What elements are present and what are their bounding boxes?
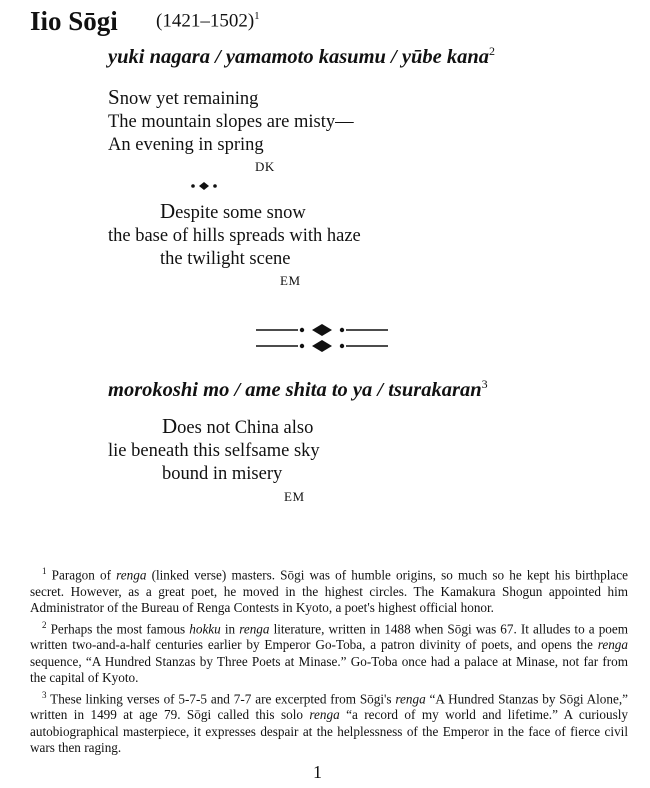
verse-line-3: An evening in spring <box>108 135 264 155</box>
poem-1-translation-1 <box>108 86 354 157</box>
footnote-segment: (linked verse) masters. Sōgi was of humble origins, so much so he kept his birthplace secret. However, as a great poet, he moved in the highest circles. The Kamakura Shogun appointed him Administrator of the Bureau of Renga Contests in Kyoto, a poet's highest official honor. <box>30 567 628 616</box>
italic-term: renga <box>309 707 340 723</box>
poem-2-romaji <box>108 377 488 402</box>
italic-term: renga <box>116 567 147 583</box>
footnote-text <box>30 691 628 755</box>
dates-text: (1421–1502) <box>156 10 255 32</box>
verse-line-1 <box>108 200 361 225</box>
verse-text: oes not China also <box>177 418 314 438</box>
poem-1-translation-2 <box>108 200 361 271</box>
initial-capital: D <box>162 414 178 438</box>
initial-capital: S <box>108 85 120 109</box>
verse-text: now yet remaining <box>119 89 259 109</box>
verse-line-2: lie beneath this selfsame sky <box>108 441 320 461</box>
footnote-number: 3 <box>42 689 47 700</box>
footnote-ref-3: 3 <box>481 377 488 391</box>
footnote-number: 2 <box>42 619 47 630</box>
poem-1-romaji <box>108 44 495 69</box>
footnote-1 <box>30 563 628 617</box>
footnote-ref-1: 1 <box>254 10 260 22</box>
footnote-segment: “A Hundred Stanzas by Sōgi Alone,” written in 1499 at age 79. Sōgi called this solo <box>30 691 628 723</box>
italic-term: renga <box>597 637 628 653</box>
footnote-segment: in <box>220 621 240 636</box>
footnote-segment: Perhaps the most famous <box>50 621 190 636</box>
small-diamond-ornament <box>190 181 218 191</box>
romaji-text: yuki nagara / yamamoto kasumu / yūbe kana <box>108 45 490 68</box>
poet-name: Iio Sōgi <box>30 6 118 36</box>
verse-line-1 <box>108 86 354 111</box>
italic-term: renga <box>395 691 426 707</box>
section-divider-ornament <box>256 321 388 355</box>
verse-line-3: the twilight scene <box>160 249 291 269</box>
italic-term: renga <box>239 621 270 636</box>
romaji-text: morokoshi mo / ame shita to ya / tsurakaran <box>108 378 482 401</box>
poet-dates <box>156 10 260 32</box>
verse-text: espite some snow <box>175 203 306 223</box>
footnote-ref-2: 2 <box>489 44 496 58</box>
page-number: 1 <box>313 762 322 782</box>
footnote-segment: literature, written in 1488 when Sōgi was 67. It alludes to a poem written two-and-a-half centuries earlier by Emperor Go-Toba, a patron divinity of poets, and opens the <box>30 621 629 653</box>
initial-capital: D <box>160 199 176 223</box>
footnote-text <box>30 567 628 615</box>
footnote-text <box>30 621 628 685</box>
footnote-3 <box>30 687 628 757</box>
translator-credit: EM <box>284 489 305 504</box>
translator-credit: EM <box>280 273 301 288</box>
italic-term: hokku <box>189 621 221 636</box>
footnotes <box>30 563 628 757</box>
verse-line-1 <box>108 415 320 440</box>
verse-line-2: the base of hills spreads with haze <box>108 226 361 246</box>
translator-credit: DK <box>255 159 275 174</box>
footnote-segment: “a record of my world and lifetime.” A curiously autobiographical masterpiece, it expresses despair at the helplessness of the Emperor in the face of fierce civil wars then raging. <box>30 707 628 756</box>
verse-line-3: bound in misery <box>162 464 283 484</box>
verse-line-2: The mountain slopes are misty— <box>108 112 354 132</box>
footnote-segment: These linking verses of 5-7-5 and 7-7 are excerpted from Sōgi's <box>50 691 396 707</box>
footnote-number: 1 <box>42 566 47 576</box>
footnote-2 <box>30 617 628 687</box>
footnote-segment: Paragon of <box>51 567 117 583</box>
poem-2-translation-1 <box>108 415 320 486</box>
footnote-segment: sequence, “A Hundred Stanzas by Three Poets at Minase.” Go-Toba once had a palace at Minase, not far from the capital of Kyoto. <box>30 653 628 686</box>
